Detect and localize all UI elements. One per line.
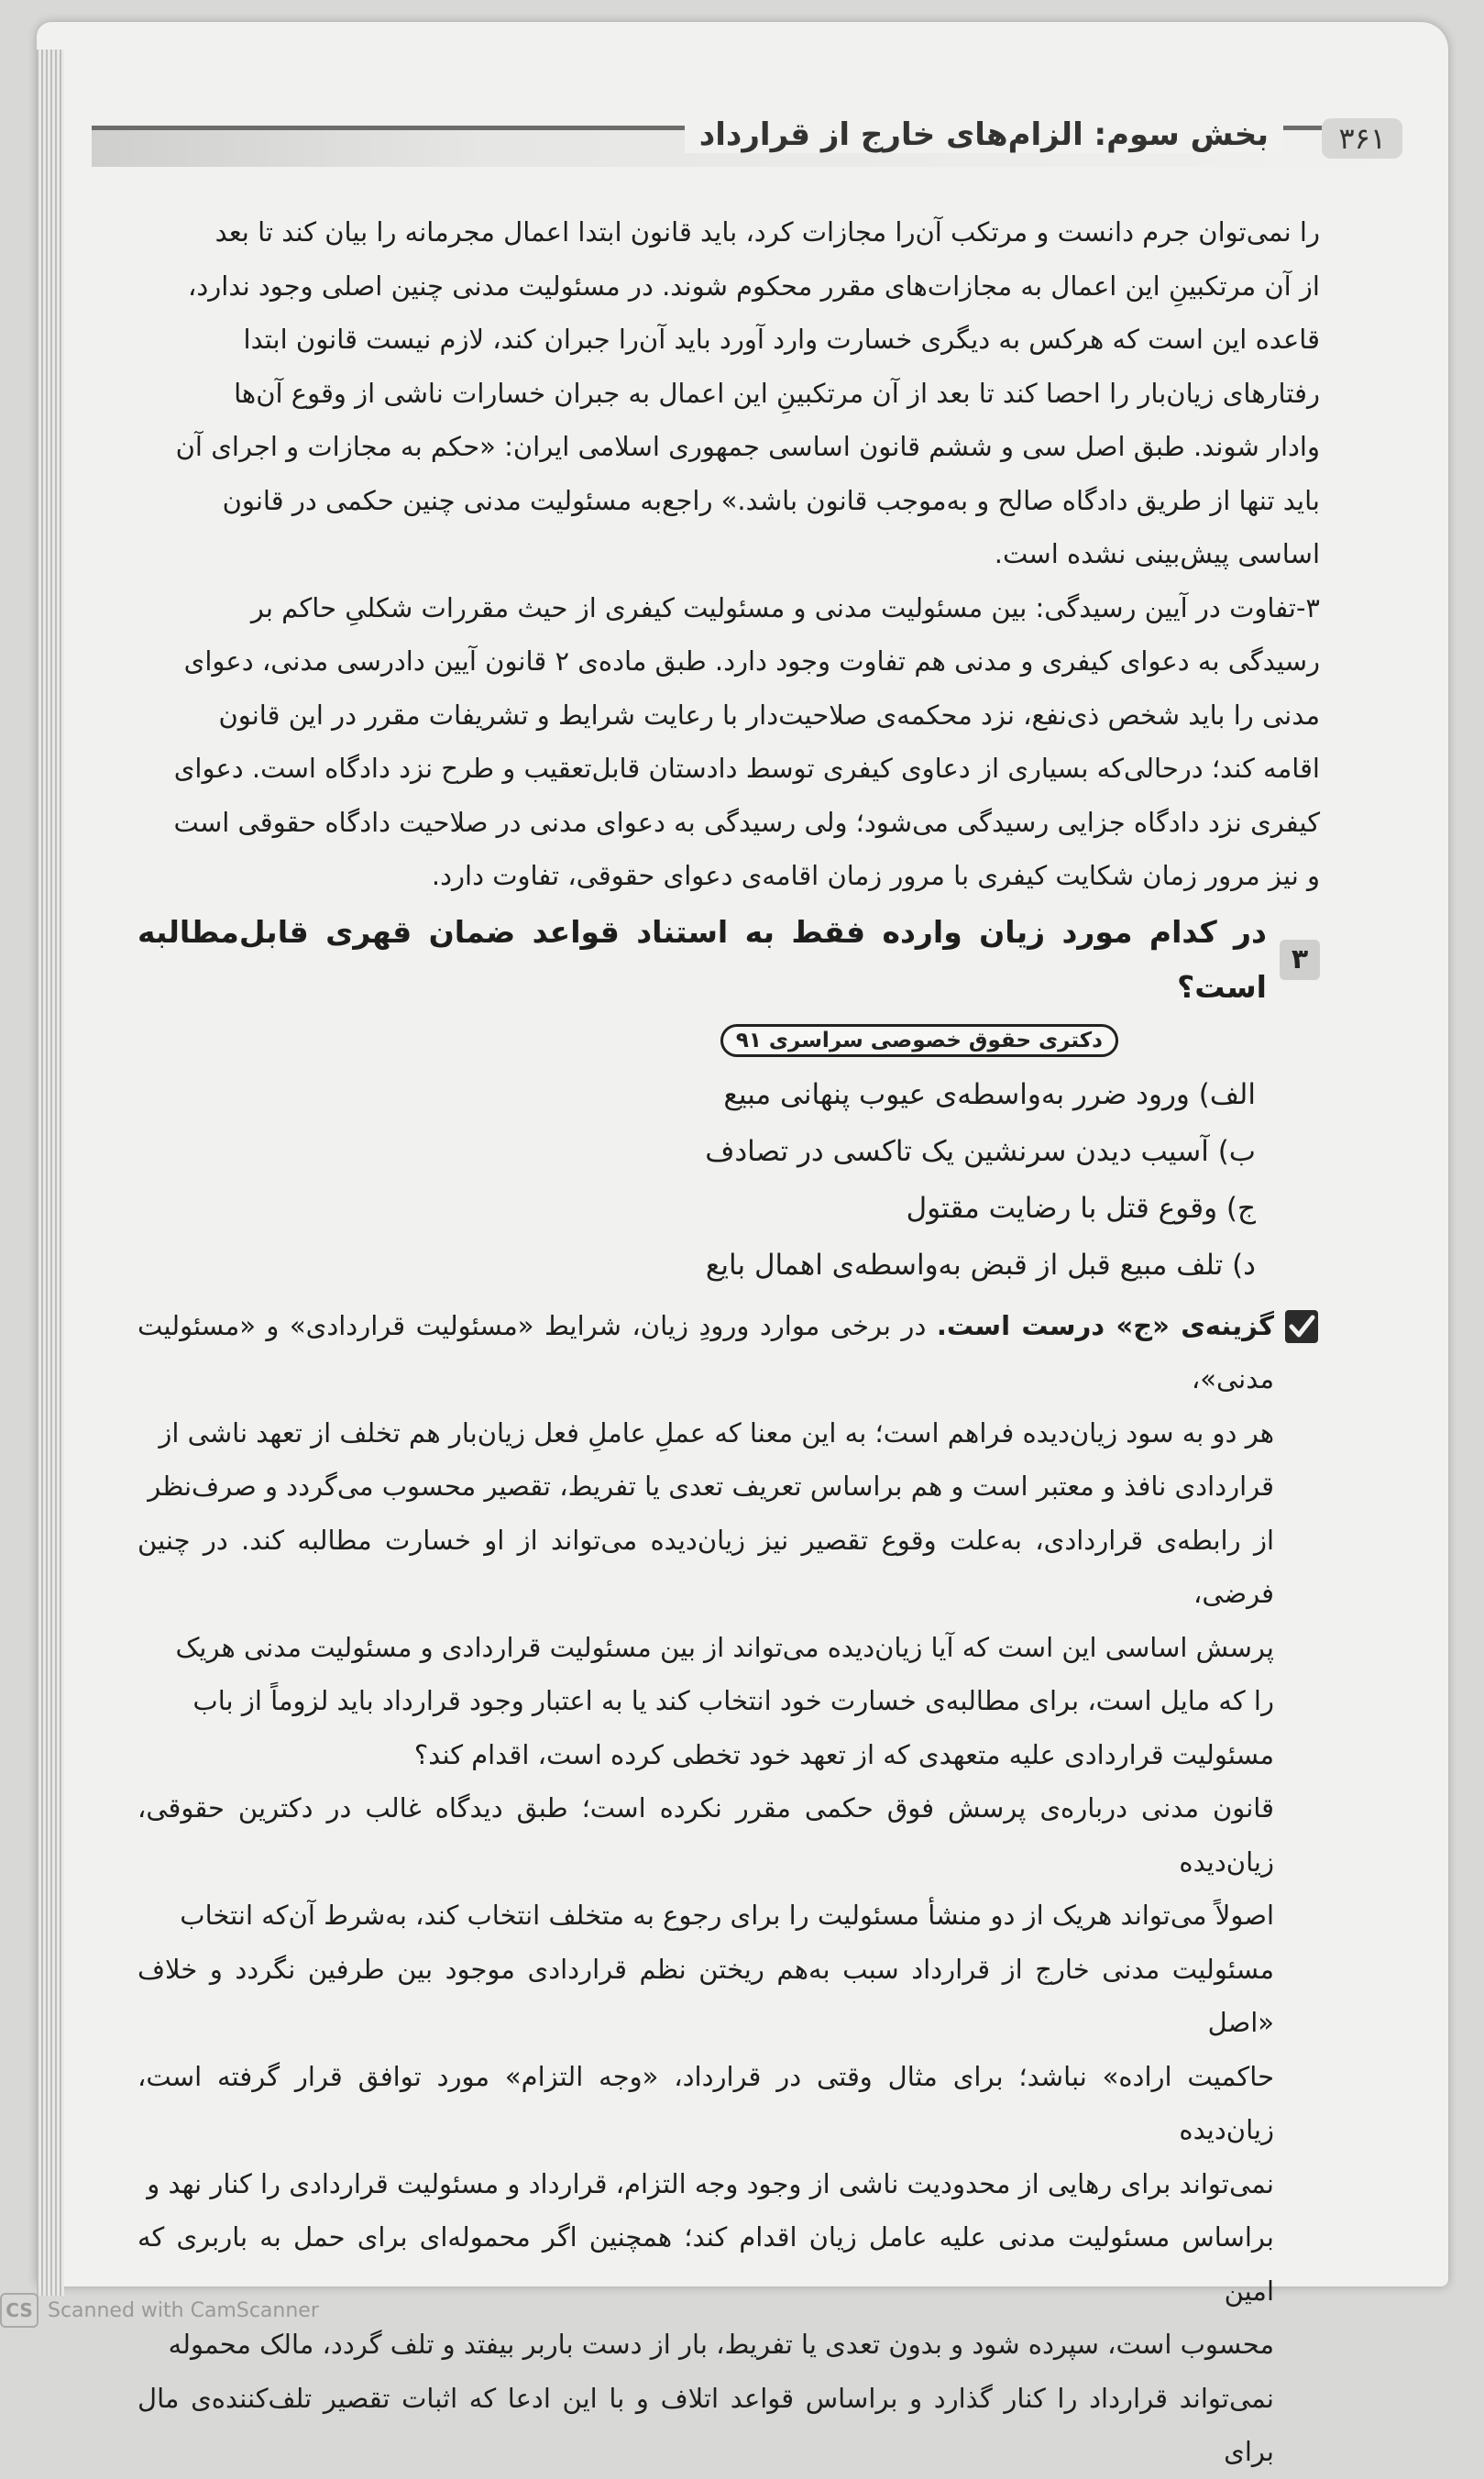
running-header [92, 109, 1402, 173]
body-line: را نمی‌توان جرم دانست و مرتکب آن‌را مجازات کرد، باید قانون ابتدا اعمال مجرمانه را بیان کند تا بعد [214, 216, 1320, 248]
body-line: باید تنها از طریق دادگاه صالح و به‌موجب قانون باشد.» راجع‌به مسئولیت مدنی چنین حکمی در قانون [222, 484, 1320, 516]
body-line: و نیز مرور زمان شکایت کیفری با مرور زمان اقامه‌ی دعوای حقوقی، تفاوت دارد. [431, 860, 1320, 891]
checkmark-icon [1283, 1308, 1320, 1345]
body-line: کیفری نزد دادگاه جزایی رسیدگی می‌شود؛ ولی رسیدگی به دعوای مدنی در صلاحیت دادگاه حقوقی است [173, 806, 1320, 838]
question-text: در کدام مورد زیان وارده فقط به استناد قواعد ضمان قهری قابل‌مطالبه است؟ [137, 913, 1267, 1005]
answer-line: براساس مسئولیت مدنی علیه عامل زیان اقدام کند؛ همچنین اگر محموله‌ای برای حمل به باربری که امین [137, 2221, 1274, 2307]
answer-line: محسوب است، سپرده شود و بدون تعدی یا تفریط، بار از دست باربر بیفتد و تلف گردد، مالک محموله [168, 2329, 1274, 2360]
scanner-watermark [0, 2292, 319, 2329]
option-item: د) تلف مبیع قبل از قبض به‌واسطه‌ی اهمال بایع [705, 1248, 1256, 1282]
answer-line: نمی‌تواند قرارداد را کنار گذارد و براساس قواعد اتلاف و با این ادعا که اثبات تقصیر تلف‌کننده‌ی مال برای [137, 2382, 1274, 2467]
answer-line: حاکمیت اراده» نباشد؛ برای مثال وقتی در قرارداد، «وجه التزام» مورد توافق قرار گرفته است، زیان‌دیده [137, 2060, 1274, 2145]
answer-first-line [137, 1299, 1274, 1406]
scanner-label: Scanned with CamScanner [48, 2298, 319, 2322]
question-source-wrap [137, 1015, 1320, 1057]
question-number-badge: ۳ [1280, 940, 1320, 980]
body-line: مدنی را باید شخص ذی‌نفع، نزد محکمه‌ی صلاحیت‌دار با رعایت شرایط و تشریفات مقرر در این قانون [218, 699, 1320, 731]
option-item: ج) وقوع قتل با رضایت مقتول [906, 1191, 1256, 1225]
answer-options [137, 1066, 1256, 1294]
answer-line: اصولاً می‌تواند هریک از دو منشأ مسئولیت را برای رجوع به متخلف انتخاب کند، به‌شرط آن‌که انتخاب [180, 1900, 1274, 1931]
question-source-badge: دکتری حقوق خصوصی سراسری ۹۱ [720, 1024, 1118, 1057]
body-line: قاعده این است که هرکس به دیگری خسارت وارد آورد باید آن‌را جبران کند، لازم نیست قانون ابتدا [243, 324, 1320, 355]
answer-line: مسئولیت مدنی خارج از قرارداد سبب به‌هم ریختن نظم قراردادی موجود بین طرفین نگردد و خلاف «اصل [137, 1953, 1274, 2038]
option-item: ب) آسیب دیدن سرنشین یک تاکسی در تصادف [705, 1134, 1256, 1168]
body-line: اساسی پیش‌بینی نشده است. [994, 538, 1320, 569]
answer-line: را که مایل است، برای مطالبه‌ی خسارت خود انتخاب کند یا به اعتبار وجود قرارداد باید لزوماً از باب [192, 1685, 1274, 1716]
body-line: رسیدگی به دعوای کیفری و مدنی هم تفاوت وجود دارد. طبق ماده‌ی ۲ قانون آیین دادرسی مدنی، دعوای [183, 645, 1320, 677]
page-edge-stack [37, 50, 64, 2296]
answer-line: قانون مدنی درباره‌ی پرسش فوق حکمی مقرر نکرده است؛ طبق دیدگاه غالب در دکترین حقوقی، زیان‌دیده [137, 1792, 1274, 1878]
answer-line: در برخی موارد ورودِ زیان، شرایط «مسئولیت قراردادی» و «مسئولیت مدنی»، [137, 1309, 1274, 1394]
body-line: ۳-تفاوت در آیین رسیدگی: بین مسئولیت مدنی و مسئولیت کیفری از حیث مقررات شکلیِ حاکم بر [250, 591, 1320, 623]
answer-heading: گزینه‌ی «ج» درست است. [936, 1309, 1274, 1341]
body-line: اقامه کند؛ درحالی‌که بسیاری از دعاوی کیفری توسط دادستان قابل‌تعقیب و طرح نزد دادگاه است. دعوای [173, 753, 1320, 784]
answer-line: قراردادی نافذ و معتبر است و هم براساس تعریف تعدی یا تفریط، تقصیر محسوب می‌گردد و صرف‌نظر [148, 1471, 1274, 1502]
answer-line: از رابطه‌ی قراردادی، به‌علت وقوع تقصیر نیز زیان‌دیده می‌تواند از او خسارت مطالبه کند. در چنین فرضی، [137, 1524, 1274, 1609]
page-number: ۳۶۱ [1322, 118, 1402, 159]
body-line: رفتارهای زیان‌بار را احصا کند تا بعد از آن مرتکبینِ این اعمال به جبران خسارات ناشی از وقوع آن‌ها [234, 377, 1320, 409]
answer-line: پرسش اساسی این است که آیا زیان‌دیده می‌تواند از بین مسئولیت قراردادی و مسئولیت مدنی هریک [175, 1631, 1274, 1663]
answer-line: مسئولیت قراردادی علیه متعهدی که از تعهد خود تخطی کرده است، اقدام کند؟ [413, 1738, 1274, 1770]
answer-line: هر دو به سود زیان‌دیده فراهم است؛ به این معنا که عملِ عاملِ فعل زیان‌بار هم تخلف از تعهد ناشی از [159, 1416, 1274, 1449]
header-title: بخش سوم: الزام‌های خارج از قرارداد [685, 116, 1283, 153]
answer-line: نمی‌تواند برای رهایی از محدودیت ناشی از وجود وجه التزام، قرارداد و مسئولیت قراردادی را کنار نهد و [147, 2167, 1274, 2199]
body-paragraphs [137, 205, 1320, 903]
option-item: الف) ورود ضرر به‌واسطه‌ی عیوب پنهانی مبیع [723, 1077, 1256, 1111]
camscanner-logo-icon: CS [0, 2293, 38, 2328]
body-line: از آن مرتکبینِ این اعمال به مجازات‌های مقرر محکوم شوند. در مسئولیت مدنی چنین اصلی وجود ندارد، [188, 270, 1320, 302]
body-line: وادار شوند. طبق اصل سی و ششم قانون اساسی جمهوری اسلامی ایران: «حکم به مجازات و اجرای آن [175, 431, 1320, 462]
question-row [137, 905, 1320, 1015]
page-content [137, 205, 1320, 2479]
